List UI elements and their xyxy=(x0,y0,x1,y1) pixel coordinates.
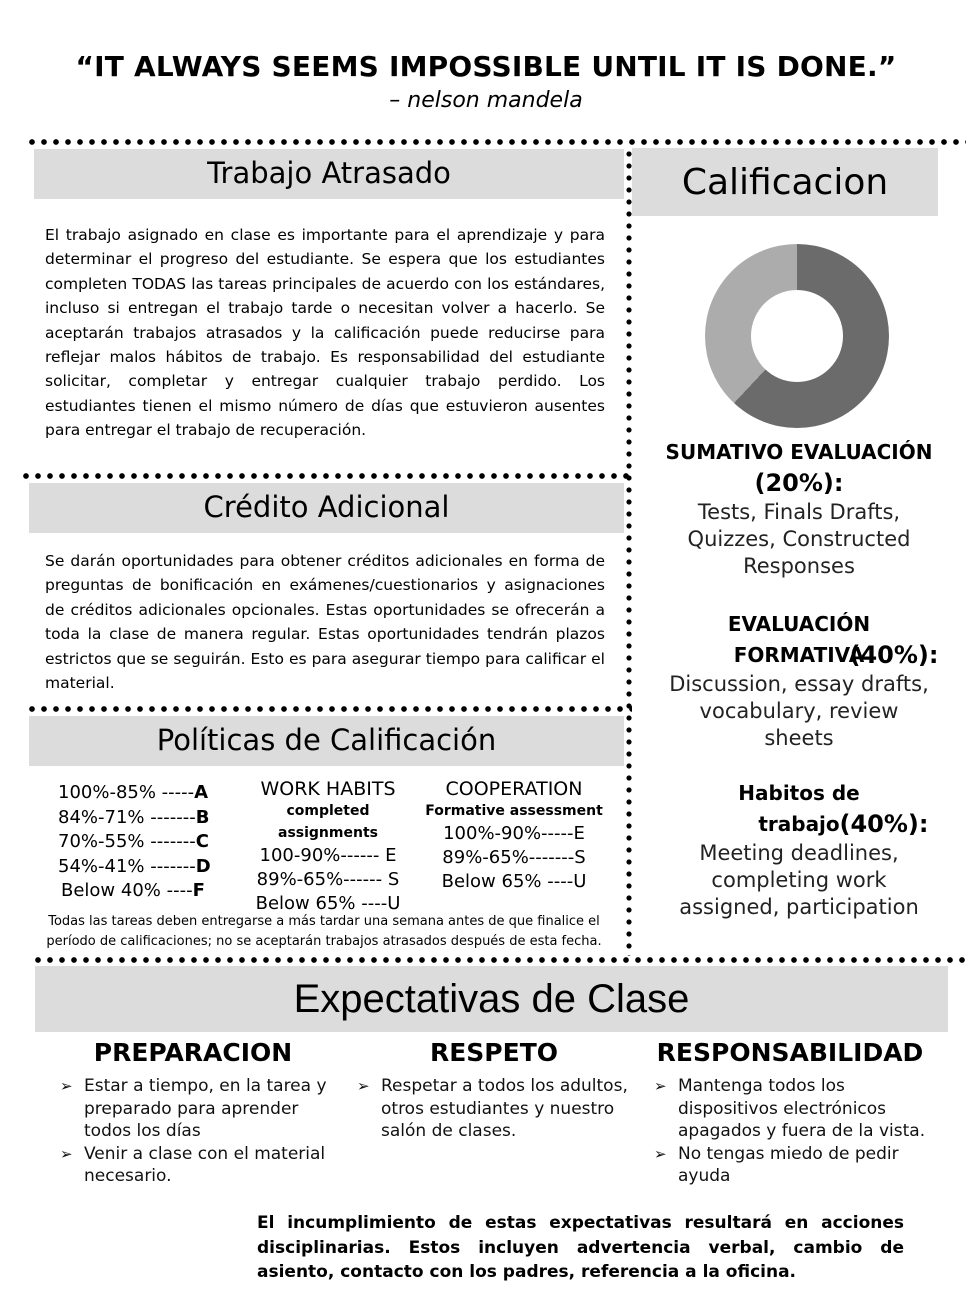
work-habits-title: WORK HABITS xyxy=(260,778,396,800)
late-work-body: El trabajo asignado en clase es importante para el aprendizaje y para determinar el progreso del estudiante. Se espera que los estudiantes completen TODAS las tareas principales de acuerdo con los estándares, incluso si entregan el trabajo tarde o necesitan volver a hacerlo. Se aceptarán trabajos atrasados y la calificación puede reducirse para reflejar malos hábitos de trabajo. Es responsabilidad del estudiante solicitar, completar y entregar cualquier trabajo perdido. Los estudiantes tienen el mismo número de días que estuvieron ausentes para entregar el trabajo de recuperación. xyxy=(45,226,605,440)
grading-donut-chart xyxy=(705,244,889,428)
grading-deadline-note: Todas las tareas deben entregarse a más tardar una semana antes de que finalice el período de calificaciones; no se aceptarán trabajos atrasados después de esta fecha. xyxy=(46,914,602,949)
grading-title: Calificacion xyxy=(632,148,938,216)
divider-vertical xyxy=(626,148,632,956)
late-work-title: Trabajo Atrasado xyxy=(34,149,624,199)
grade-scale-row: 84%-71% -------B xyxy=(58,806,210,828)
arrow-bullet-icon: ➢ xyxy=(654,1077,667,1095)
respect-list xyxy=(355,1075,633,1143)
list-item: ➢ No tengas miedo de pedir ayuda xyxy=(654,1143,899,1186)
consequence-statement: El incumplimiento de estas expectativas resultará en acciones disciplinarias. Estos incluyen advertencia verbal, cambio de asiento, contacto con los padres, referencia a la oficina. xyxy=(257,1213,904,1282)
arrow-bullet-icon: ➢ xyxy=(357,1077,370,1095)
cooperation-subtitle: Formative assessment xyxy=(425,803,603,819)
grade-scale xyxy=(58,781,228,904)
work-habits-row: 89%-65%------ S xyxy=(256,869,400,890)
expectation-respect xyxy=(355,1038,633,1143)
list-item: ➢ Respetar a todos los adultos, otros estudiantes y nuestro salón de clases. xyxy=(357,1076,628,1141)
work-habits-category-percent: (40%): xyxy=(839,810,929,838)
extra-credit-body: Se darán oportunidades para obtener créditos adicionales en forma de preguntas de bonificación en exámenes/cuestionarios y asignaciones de créditos adicionales opcionales. Estas oportunidades se ofrecerán a toda la clase de manera regular. Estas oportunidades tendrán plazos estrictos que se seguirán. Esto es para asegurar tiempo para calificar el material. xyxy=(45,552,605,693)
preparation-list xyxy=(58,1075,328,1188)
expectation-responsibility xyxy=(652,1038,928,1188)
summative-title: SUMATIVO EVALUACIÓN xyxy=(665,440,933,464)
list-item: ➢ Venir a clase con el material necesario. xyxy=(60,1143,326,1186)
quote-author: – nelson mandela xyxy=(389,88,583,113)
respect-heading: RESPETO xyxy=(429,1038,559,1067)
formative-category xyxy=(640,609,958,752)
summative-category xyxy=(640,437,958,580)
arrow-bullet-icon: ➢ xyxy=(60,1144,73,1163)
divider-grading-policies xyxy=(26,706,632,712)
expectation-preparation xyxy=(58,1038,328,1188)
grading-policies-title: Políticas de Calificación xyxy=(29,716,624,766)
work-habits-scale xyxy=(238,778,418,916)
formative-title: EVALUACIÓN FORMATIVA xyxy=(727,612,871,667)
divider-expectations xyxy=(32,957,966,963)
list-item: ➢ Mantenga todos los dispositivos electrónicos apagados y fuera de la vista. xyxy=(654,1076,926,1141)
cooperation-row: 100%-90%-----E xyxy=(443,823,585,844)
cooperation-scale xyxy=(424,778,604,894)
work-habits-row: Below 65% ----U xyxy=(255,893,401,914)
work-habits-category-items: Meeting deadlines, completing work assigned, participation xyxy=(679,841,919,919)
grade-scale-row: 54%-41% -------D xyxy=(58,855,211,877)
extra-credit-title: Crédito Adicional xyxy=(29,483,624,533)
work-habits-category-title: Habitos de trabajo xyxy=(738,781,860,836)
cooperation-row: Below 65% ----U xyxy=(441,871,587,892)
donut-hole xyxy=(751,290,843,382)
cooperation-row: 89%-65%-------S xyxy=(442,847,586,868)
summative-percent: (20%): xyxy=(754,469,844,497)
arrow-bullet-icon: ➢ xyxy=(60,1077,73,1095)
preparation-heading: PREPARACION xyxy=(93,1038,293,1067)
responsibility-heading: RESPONSABILIDAD xyxy=(656,1038,924,1067)
work-habits-row: 100-90%------ E xyxy=(259,845,397,866)
expectations-title: Expectativas de Clase xyxy=(35,966,948,1032)
cooperation-title: COOPERATION xyxy=(445,778,583,800)
formative-items: Discussion, essay drafts, vocabulary, review sheets xyxy=(669,672,929,750)
summative-items: Tests, Finals Drafts, Quizzes, Constructed Responses xyxy=(687,500,911,578)
quote: “IT ALWAYS SEEMS IMPOSSIBLE UNTIL IT IS DONE.” xyxy=(75,50,897,83)
grade-scale-row: Below 40% ----F xyxy=(61,880,205,901)
work-habits-subtitle: completed assignments xyxy=(278,803,378,841)
divider-extra-credit xyxy=(20,473,632,479)
divider-top xyxy=(26,139,966,145)
formative-percent: (40%): xyxy=(849,641,939,669)
list-item: ➢ Estar a tiempo, en la tarea y preparado para aprender todos los días xyxy=(60,1076,327,1141)
responsibility-list xyxy=(652,1075,928,1188)
work-habits-category xyxy=(640,778,958,921)
arrow-bullet-icon: ➢ xyxy=(654,1144,667,1163)
grade-scale-row: 70%-55% -------C xyxy=(58,831,209,852)
grade-scale-row: 100%-85% -----A xyxy=(58,782,209,803)
